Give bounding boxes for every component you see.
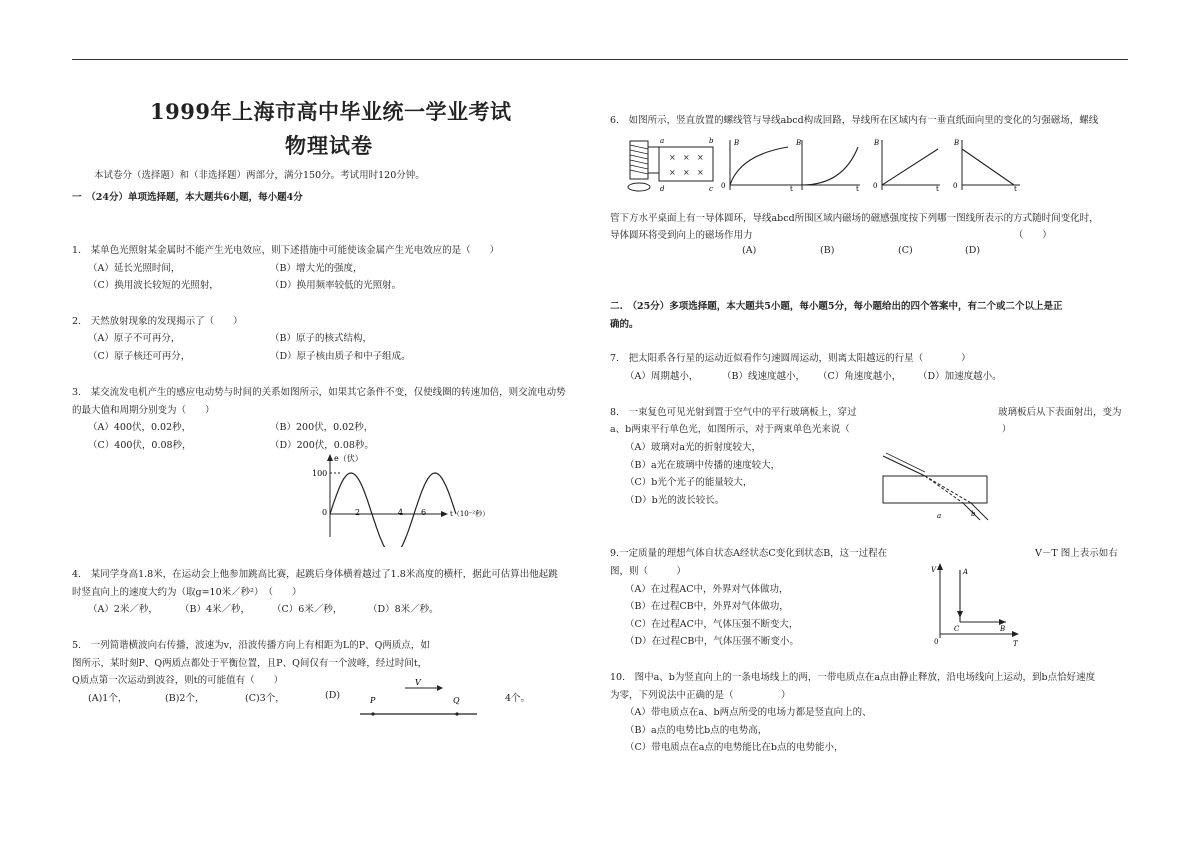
- q8-stem-line2: a、b两束平行单色光，如图所示，对于两束单色光来说（ ）: [610, 424, 1012, 435]
- q7-stem: 7. 把太阳系各行星的运动近似看作匀速圆周运动，则离太阳越远的行星（ ）: [610, 353, 971, 364]
- q8-glass-plate-figure: [875, 448, 995, 528]
- q9-option-b: （B）在过程CB中，外界对气体做功，: [625, 601, 789, 612]
- q3-option-b: （B）200伏，0.02秒，: [270, 422, 374, 433]
- q3-tick-6: 6: [421, 508, 427, 517]
- exam-title: 1999年上海市高中毕业统一学业考试: [150, 99, 512, 124]
- q6-graph-a-origin: 0: [721, 182, 726, 190]
- q1-option-a: （A）延长光照时间，: [88, 263, 181, 274]
- q1-option-c: （C）换用波长较短的光照射，: [88, 280, 219, 291]
- svg-text:×: ×: [669, 153, 676, 162]
- q9-stem-line2: 图，则（ ）: [610, 566, 687, 577]
- q6-graph-a-t-label: t: [790, 185, 793, 193]
- q4-stem-line1: 4. 某同学身高1.8米，在运动会上他参加跳高比赛，起跳后身体横着越过了1.8米高度的横杆，据此可估算出他起跳: [72, 569, 558, 580]
- q10-stem-line2: 为零，下列说法中正确的是（ ）: [610, 690, 791, 701]
- q7-option-a: （A）周期越小，: [625, 371, 699, 382]
- svg-text:×: ×: [697, 153, 704, 162]
- q6-graph-d-origin: 0: [953, 182, 958, 190]
- q5-option-b: (B)2个，: [165, 693, 205, 704]
- q5-option-d-tail: 4个。: [505, 693, 531, 704]
- q8-stem-line1: 8. 一束复色可见光射到置于空气中的平行玻璃板上，穿过: [610, 407, 857, 418]
- q3-option-d: （D）200伏，0.08秒。: [270, 440, 374, 451]
- q10-stem-line1: 10. 图中a、b为竖直向上的一条电场线上的两，一带电质点在a点由静止释放，沿电场线向上运动，到b点恰好速度: [610, 672, 1096, 683]
- section-2-heading-line2: 确的。: [610, 319, 639, 330]
- q5-option-a: (A)1个，: [88, 693, 128, 704]
- exam-subtitle: 物理试卷: [285, 133, 373, 158]
- q3-y-label: e（伏）: [334, 454, 363, 463]
- q5-velocity-arrowhead: [437, 685, 443, 691]
- q7-option-b: （B）线速度越小，: [722, 371, 805, 382]
- q6-stem-line3: 导体圆环将受到向上的磁场作用力 （ ）: [610, 230, 1052, 241]
- q3-option-c: （C）400伏，0.08秒，: [88, 440, 192, 451]
- q6-graph-d: [953, 139, 1020, 193]
- q8-refracted-b: [925, 476, 971, 503]
- q9-option-d: （D）在过程CB中，气体压强不断变小。: [625, 636, 799, 647]
- q6-option-a: (A): [742, 245, 757, 256]
- q5-wave-figure: [355, 676, 485, 721]
- svg-text:×: ×: [669, 168, 676, 177]
- q3-sine-wave: [330, 473, 456, 547]
- q5-q-label: Q: [453, 696, 460, 705]
- q9-c-label: C: [954, 625, 960, 633]
- q6-graph-b-b-label: B: [796, 139, 802, 147]
- q5-option-c: (C)3个，: [245, 693, 285, 704]
- q5-v-label: V: [415, 678, 421, 687]
- q3-x-label: t（10⁻²秒）: [450, 510, 490, 518]
- q3-x-arrow: [441, 511, 448, 517]
- section-1-heading: 一 （24分）单项选择题，本大题共6小题，每小题4分: [72, 192, 303, 203]
- q6-label-c: c: [709, 185, 713, 193]
- q6-label-a: a: [660, 137, 665, 145]
- q9-v-t-graph: [928, 560, 1023, 648]
- q2-option-b: （B）原子的核式结构，: [270, 333, 372, 344]
- svg-text:×: ×: [683, 153, 690, 162]
- q6-option-d: (D): [965, 245, 981, 256]
- q6-graph-a: [721, 139, 803, 193]
- q7-option-d: （D）加速度越小。: [918, 371, 1002, 382]
- q10-option-c: （C）带电质点在a点的电势能比在b点的电势能小，: [625, 742, 844, 753]
- q6-line-c: [882, 149, 938, 185]
- q6-graph-b-t-label: t: [856, 185, 859, 193]
- q2-stem: 2. 天然放射现象的发现揭示了（ ）: [72, 316, 243, 327]
- q6-graph-c-b-label: B: [874, 139, 880, 147]
- q3-option-a: （A）400伏，0.02秒，: [88, 422, 192, 433]
- q9-a-label: A: [963, 568, 969, 576]
- q8-option-a: （A）玻璃对a光的折射度较大，: [625, 442, 762, 453]
- q2-option-a: （A）原子不可再分，: [88, 333, 181, 344]
- q3-tick-4: 4: [398, 508, 404, 517]
- q3-stem-line1: 3. 某交流发电机产生的感应电动势与时间的关系如图所示，如果其它条件不变，仅使线圈的转速加倍，则交流电动势: [72, 387, 566, 398]
- q6-graph-b: [795, 139, 860, 193]
- q3-ymax-label: 100: [312, 469, 328, 478]
- exam-intro: 本试卷分（选择题）和（非选择题）两部分，满分150分。考试用时120分钟。: [94, 170, 425, 181]
- q8-label-b: b: [971, 510, 976, 518]
- top-rule: [72, 59, 1128, 60]
- q4-option-d: （D）8米／秒。: [368, 604, 439, 615]
- svg-text:×: ×: [683, 168, 690, 177]
- q6-graph-c: [873, 139, 940, 193]
- q9-t-label: T: [1013, 640, 1018, 648]
- q9-stem-line1: 9.一定质量的理想气体自状态A经状态C变化到状态B，这一过程在: [610, 548, 888, 559]
- q3-tick-0: 0: [322, 508, 328, 517]
- q4-option-c: （C）6米／秒，: [272, 604, 343, 615]
- q9-origin-label: 0: [934, 638, 939, 646]
- q8-stem-line1-tail: 玻璃板后从下表面射出，变为: [998, 407, 1122, 418]
- q1-option-b: （B）增大光的强度，: [270, 263, 363, 274]
- q10-option-a: （A）带电质点在a、b两点所受的电场力都是竖直向上的、: [625, 707, 872, 718]
- q6-graph-a-b-label: B: [734, 139, 740, 147]
- q6-graph-c-origin: 0: [873, 182, 878, 190]
- q5-point-p: [371, 712, 374, 715]
- q8-label-a: a: [937, 512, 942, 520]
- q5-stem-line2: 图所示，某时刻P、Q两质点都处于平衡位置，且P、Q间仅有一个波峰，经过时间t，: [72, 658, 428, 669]
- q2-option-d: （D）原子核由质子和中子组成。: [270, 351, 411, 362]
- q9-stem-line1-tail: V－T 图上表示如右: [1035, 548, 1118, 559]
- q10-option-b: （B）a点的电势比b点的电势高，: [625, 725, 768, 736]
- q4-option-b: （B）4米／秒，: [180, 604, 251, 615]
- q8-refracted-a: [925, 476, 963, 503]
- q6-graph-d-b-label: B: [954, 139, 960, 147]
- q6-option-c: (C): [898, 245, 913, 256]
- q6-label-d: d: [660, 185, 665, 193]
- q5-stem-line3: Q质点第一次运动到波谷，则t的可能值有（ ）: [72, 675, 284, 686]
- q3-emf-graph: [300, 452, 500, 547]
- q6-conductor-ring: [628, 183, 650, 191]
- q3-tick-2: 2: [355, 508, 361, 517]
- q6-graph-c-t-label: t: [936, 185, 939, 193]
- q3-y-arrow: [327, 454, 333, 461]
- q1-option-d: （D）换用频率较低的光照射。: [270, 280, 402, 291]
- q6-stem-line1: 6. 如图所示，竖直放置的螺线管与导线abcd构成回路，导线所在区域内有一垂直纸面向里的变化的匀强磁场，螺线: [610, 115, 1099, 126]
- q4-stem-line2: 时竖直向上的速度大约为（取g=10米／秒²） （ ）: [72, 587, 302, 598]
- section-2-heading-line1: 二. （25分）多项选择题，本大题共5小题，每小题5分，每小题给出的四个答案中，有二个或二个以上是正: [610, 301, 1063, 312]
- q9-b-label: B: [1000, 625, 1006, 633]
- q9-v-label: V: [931, 566, 937, 574]
- q9-option-a: （A）在过程AC中，外界对气体做功，: [625, 584, 789, 595]
- q5-option-d: (D): [325, 690, 341, 701]
- q5-stem-line1: 5. 一列简谐横波向右传播，波速为v，沿波传播方向上有相距为L的P、Q两质点，如: [72, 640, 430, 651]
- q9-option-c: （C）在过程AC中，气体压强不断变大，: [625, 619, 799, 630]
- q1-stem: 1. 某单色光照射某金属时不能产生光电效应，则下述措施中可能使该金属产生光电效应的是（ ）: [72, 245, 500, 256]
- q6-curve-a: [730, 147, 788, 185]
- q6-graph-d-t-label: t: [1014, 185, 1017, 193]
- q3-stem-line2: 的最大值和周期分别变为（ ）: [72, 405, 215, 416]
- q6-label-b: b: [709, 137, 714, 145]
- q7-option-c: （C）角速度越小，: [818, 371, 902, 382]
- q6-curve-b: [802, 147, 858, 185]
- q4-option-a: （A）2米／秒，: [88, 604, 158, 615]
- q6-b-t-graphs: [718, 135, 1128, 195]
- q2-option-c: （C）原子核还可再分，: [88, 351, 191, 362]
- q5-p-label: P: [370, 696, 376, 705]
- q8-option-b: （B）a光在玻璃中传播的速度较大，: [625, 460, 781, 471]
- q8-glass-plate: [883, 476, 987, 503]
- q6-stem-line2: 管下方水平桌面上有一导体圆环，导线abcd所围区域内磁场的磁感强度按下列哪一图线所表示的方式随时间变化时，: [610, 213, 1099, 224]
- q8-option-d: （D）b光的波长较长。: [625, 495, 725, 506]
- q6-line-d: [962, 149, 1014, 185]
- q6-solenoid-circuit: [625, 133, 725, 198]
- q8-incident-ray: [883, 456, 925, 476]
- q8-option-c: （C）b光个光子的能量较大，: [625, 477, 753, 488]
- q5-point-q: [455, 712, 458, 715]
- svg-text:×: ×: [697, 168, 704, 177]
- q6-option-b: (B): [820, 245, 835, 256]
